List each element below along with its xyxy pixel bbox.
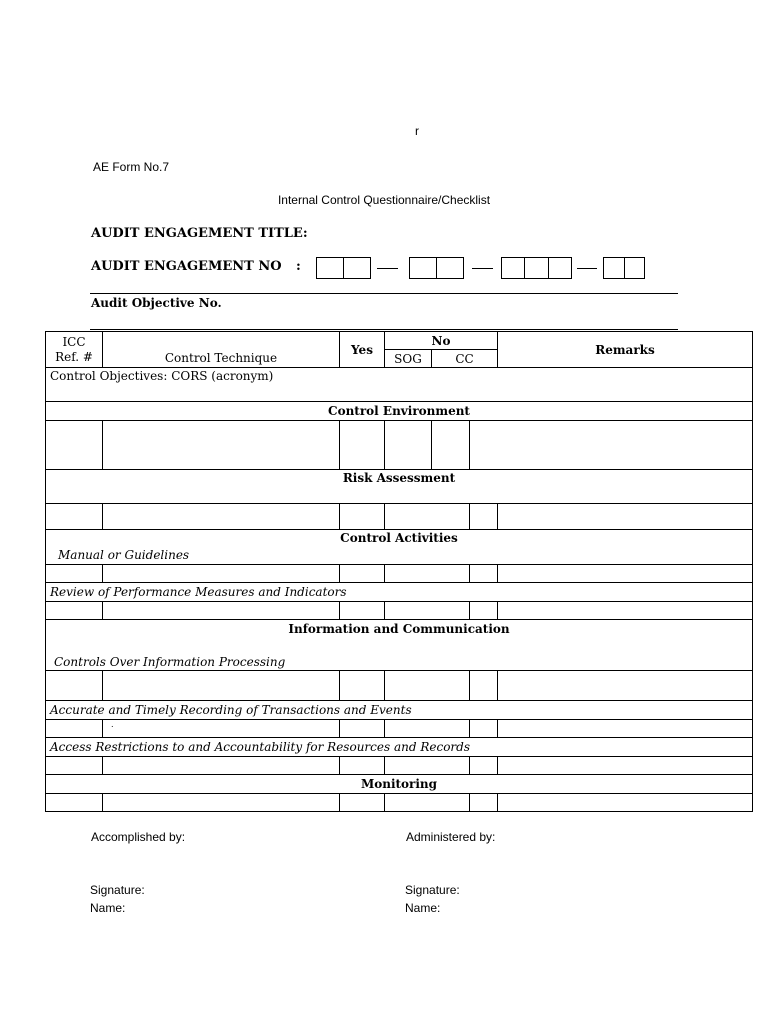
audit-engagement-no-label: AUDIT ENGAGEMENT NO <box>91 259 282 274</box>
table-row <box>46 565 753 583</box>
header-icc <box>46 332 103 368</box>
cell-remarks[interactable] <box>498 565 753 583</box>
cell-icc-ref[interactable] <box>46 421 103 470</box>
audit-objective-underline <box>90 329 678 330</box>
signature-label-right: Signature: <box>405 883 460 897</box>
cell-control-technique[interactable] <box>103 757 340 775</box>
engagement-no-segment-1[interactable] <box>316 257 371 279</box>
cell-control-technique[interactable] <box>103 602 340 620</box>
table-row <box>46 757 753 775</box>
cell-cc[interactable] <box>470 794 498 812</box>
control-environment-heading: Control Environment <box>46 402 753 421</box>
cell-icc-ref[interactable] <box>46 565 103 583</box>
name-label-right: Name: <box>405 901 441 915</box>
cell-yes[interactable] <box>340 504 385 530</box>
cell-control-technique[interactable] <box>103 504 340 530</box>
access-restrictions-subheading: Access Restrictions to and Accountability for Resources and Records <box>46 738 753 757</box>
risk-assessment-heading: Risk Assessment <box>46 470 753 504</box>
cell-icc-ref[interactable] <box>46 720 103 738</box>
cell-control-technique[interactable] <box>103 671 340 701</box>
digit-box[interactable] <box>437 258 463 278</box>
form-number: AE Form No.7 <box>93 160 170 174</box>
header-control-technique: Control Technique <box>103 332 340 368</box>
section-row-monitoring <box>46 775 753 794</box>
cell-remarks[interactable] <box>498 757 753 775</box>
section-row-access-restrictions <box>46 738 753 757</box>
table-header-row <box>46 332 753 350</box>
digit-box[interactable] <box>344 258 370 278</box>
control-activities-cell <box>46 530 753 565</box>
cell-cc[interactable] <box>470 720 498 738</box>
information-communication-cell <box>46 620 753 671</box>
header-yes: Yes <box>340 332 385 368</box>
digit-box[interactable] <box>410 258 437 278</box>
cell-cc[interactable] <box>470 504 498 530</box>
control-objectives-text: Control Objectives: CORS (acronym) <box>46 368 753 402</box>
name-label-left: Name: <box>90 901 126 915</box>
cell-yes[interactable] <box>340 720 385 738</box>
cell-cc[interactable] <box>470 565 498 583</box>
cell-icc-ref[interactable] <box>46 757 103 775</box>
cell-cc[interactable] <box>470 757 498 775</box>
header-icc-label: ICC <box>62 334 86 349</box>
header-cc: CC <box>432 350 498 368</box>
stray-mark: r <box>415 124 419 138</box>
cell-remarks[interactable] <box>498 602 753 620</box>
cell-yes[interactable] <box>340 757 385 775</box>
cell-sog[interactable] <box>385 671 470 701</box>
table-row <box>46 794 753 812</box>
cell-remarks[interactable] <box>498 504 753 530</box>
cell-cc[interactable] <box>432 421 470 470</box>
table-row <box>46 602 753 620</box>
checklist-table <box>45 331 753 812</box>
digit-box[interactable] <box>604 258 625 278</box>
information-communication-heading: Information and Communication <box>288 622 510 636</box>
cell-sog[interactable] <box>385 757 470 775</box>
engagement-no-segment-3[interactable] <box>501 257 572 279</box>
section-row-performance-measures <box>46 583 753 602</box>
header-remarks: Remarks <box>498 332 753 368</box>
cell-sog[interactable] <box>385 794 470 812</box>
accurate-recording-subheading: Accurate and Timely Recording of Transactions and Events <box>46 701 753 720</box>
cell-icc-ref[interactable] <box>46 504 103 530</box>
cell-yes[interactable] <box>340 421 385 470</box>
monitoring-heading: Monitoring <box>46 775 753 794</box>
divider-line <box>90 293 678 294</box>
header-no: No <box>385 332 498 350</box>
cell-sog[interactable] <box>385 720 470 738</box>
audit-engagement-title-label: AUDIT ENGAGEMENT TITLE: <box>91 226 308 241</box>
cell-control-technique[interactable] <box>103 421 340 470</box>
cell-cc[interactable] <box>470 602 498 620</box>
section-row-control-environment <box>46 402 753 421</box>
header-ref-label: Ref. # <box>55 349 93 364</box>
segment-separator <box>577 268 597 269</box>
cell-remarks[interactable] <box>498 794 753 812</box>
audit-engagement-no-colon: : <box>296 259 301 274</box>
cell-sog[interactable] <box>385 602 470 620</box>
control-activities-heading: Control Activities <box>340 531 458 545</box>
cell-cc[interactable] <box>470 671 498 701</box>
cell-yes[interactable] <box>340 794 385 812</box>
accomplished-by-label: Accomplished by: <box>91 830 186 844</box>
cell-remarks[interactable] <box>498 720 753 738</box>
section-row-control-activities <box>46 530 753 565</box>
cell-sog[interactable] <box>385 421 432 470</box>
digit-box[interactable] <box>525 258 548 278</box>
segment-separator <box>472 268 493 269</box>
engagement-no-segment-4[interactable] <box>603 257 645 279</box>
audit-objective-label: Audit Objective No. <box>91 296 222 310</box>
digit-box[interactable] <box>549 258 571 278</box>
table-row <box>46 421 753 470</box>
cell-control-technique[interactable]: . <box>103 720 340 738</box>
cell-remarks[interactable] <box>498 671 753 701</box>
section-row-control-objectives <box>46 368 753 402</box>
signature-label-left: Signature: <box>90 883 145 897</box>
section-row-information-communication <box>46 620 753 671</box>
form-title: Internal Control Questionnaire/Checklist <box>277 193 491 207</box>
cell-yes[interactable] <box>340 602 385 620</box>
performance-measures-subheading: Review of Performance Measures and Indicators <box>46 583 753 602</box>
cell-yes[interactable] <box>340 671 385 701</box>
cell-control-technique[interactable] <box>103 565 340 583</box>
cell-sog[interactable] <box>385 565 470 583</box>
cell-control-technique[interactable] <box>103 794 340 812</box>
controls-info-processing-subheading: Controls Over Information Processing <box>54 655 286 669</box>
table-row <box>46 671 753 701</box>
table-row <box>46 504 753 530</box>
administered-by-label: Administered by: <box>406 830 496 844</box>
cell-icc-ref[interactable] <box>46 671 103 701</box>
engagement-no-segment-2[interactable] <box>409 257 464 279</box>
cell-yes[interactable] <box>340 565 385 583</box>
digit-box[interactable] <box>502 258 525 278</box>
section-row-accurate-recording <box>46 701 753 720</box>
cell-icc-ref[interactable] <box>46 794 103 812</box>
digit-box[interactable] <box>625 258 645 278</box>
table-row <box>46 720 753 738</box>
cell-icc-ref[interactable] <box>46 602 103 620</box>
digit-box[interactable] <box>317 258 344 278</box>
cell-remarks[interactable] <box>470 421 753 470</box>
cell-sog[interactable] <box>385 504 470 530</box>
segment-separator <box>377 268 398 269</box>
manual-guidelines-subheading: Manual or Guidelines <box>58 548 190 562</box>
section-row-risk-assessment <box>46 470 753 504</box>
header-sog: SOG <box>385 350 432 368</box>
